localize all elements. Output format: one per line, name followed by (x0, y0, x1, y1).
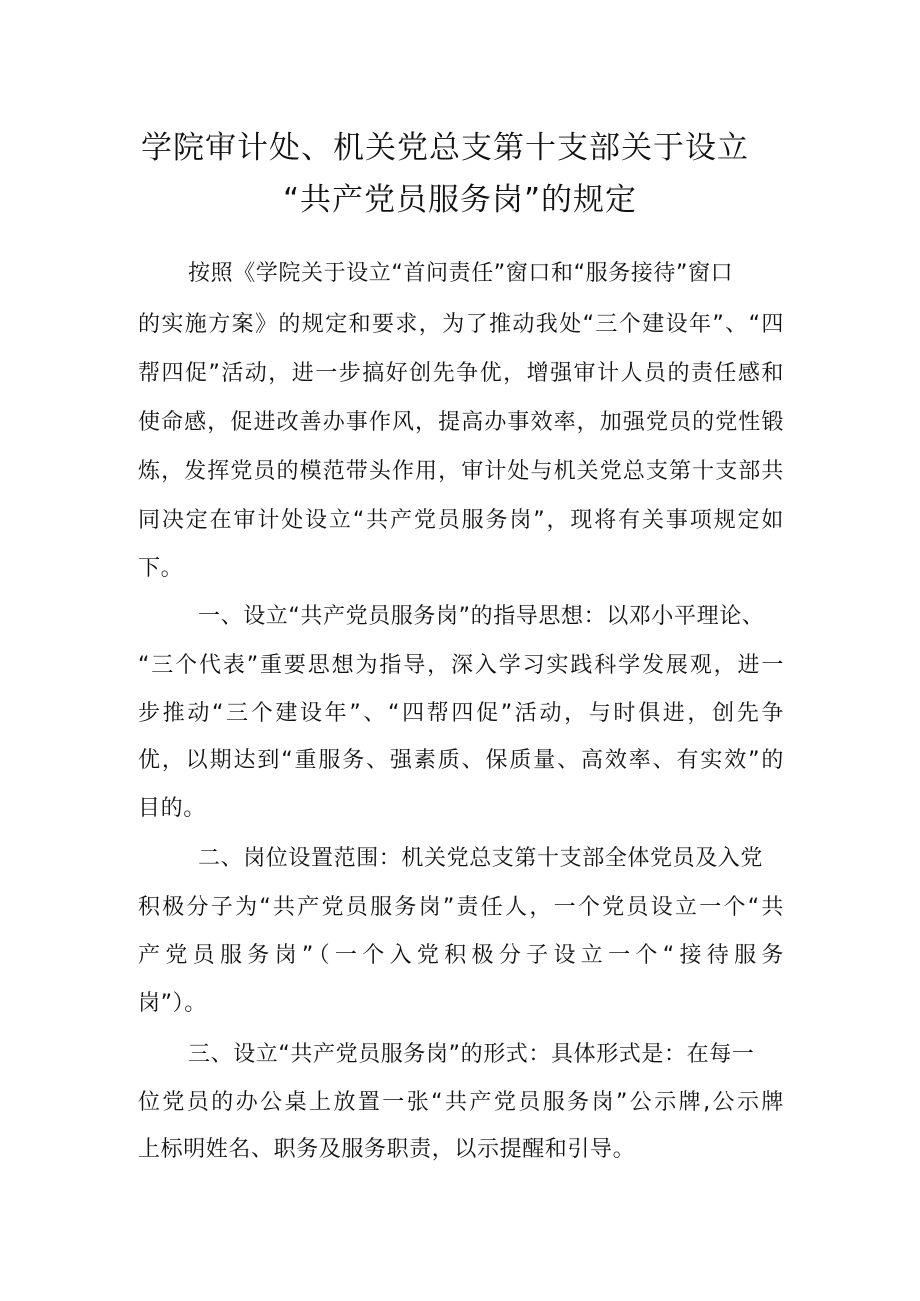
paragraph-line: 炼，发挥党员的模范带头作用，审计处与机关党总支第十支部共 (138, 459, 784, 484)
paragraph-line: 三、设立“共产党员服务岗”的形式：具体形式是：在每一 (188, 1042, 755, 1067)
paragraph-line: 的实施方案》的规定和要求，为了推动我处“三个建设年”、“四 (138, 312, 784, 337)
paragraph-line: 按照《学院关于设立“首问责任”窗口和“服务接待”窗口 (188, 261, 734, 286)
paragraph-line: 下。 (138, 556, 184, 581)
document-title-line-1: 学院审计处、机关党总支第十支部关于设立 (141, 130, 749, 166)
paragraph-line: “三个代表”重要思想为指导，深入学习实践科学发展观，进一 (138, 653, 784, 678)
document-title-line-2: “共产党员服务岗”的规定 (282, 182, 638, 218)
paragraph-line: 优，以期达到“重服务、强素质、保质量、高效率、有实效”的 (138, 748, 784, 773)
paragraph-line: 目的。 (138, 796, 206, 821)
paragraph-line: 同决定在审计处设立“共产党员服务岗”，现将有关事项规定如 (138, 508, 784, 533)
paragraph-line: 位党员的办公桌上放置一张“共产党员服务岗”公示牌,公示牌 (138, 1090, 784, 1115)
paragraph-line: 产党员服务岗”（一个入党积极分子设立一个“接待服务 (138, 943, 784, 968)
paragraph-line: 使命感，促进改善办事作风，提高办事效率，加强党员的党性锻 (138, 410, 784, 435)
paragraph-line: 帮四促”活动，进一步搞好创先争优，增强审计人员的责任感和 (138, 361, 784, 386)
paragraph-line: 积极分子为“共产党员服务岗”责任人，一个党员设立一个“共 (138, 895, 784, 920)
paragraph-line: 上标明姓名、职务及服务职责，以示提醒和引导。 (138, 1137, 636, 1162)
paragraph-line: 岗”）。 (138, 991, 207, 1016)
paragraph-line: 步推动“三个建设年”、“四帮四促”活动，与时俱进，创先争 (138, 701, 784, 726)
paragraph-line: 二、岗位设置范围：机关党总支第十支部全体党员及入党 (198, 846, 764, 871)
paragraph-line: 一、设立“共产党员服务岗”的指导思想：以邓小平理论、 (198, 604, 765, 629)
